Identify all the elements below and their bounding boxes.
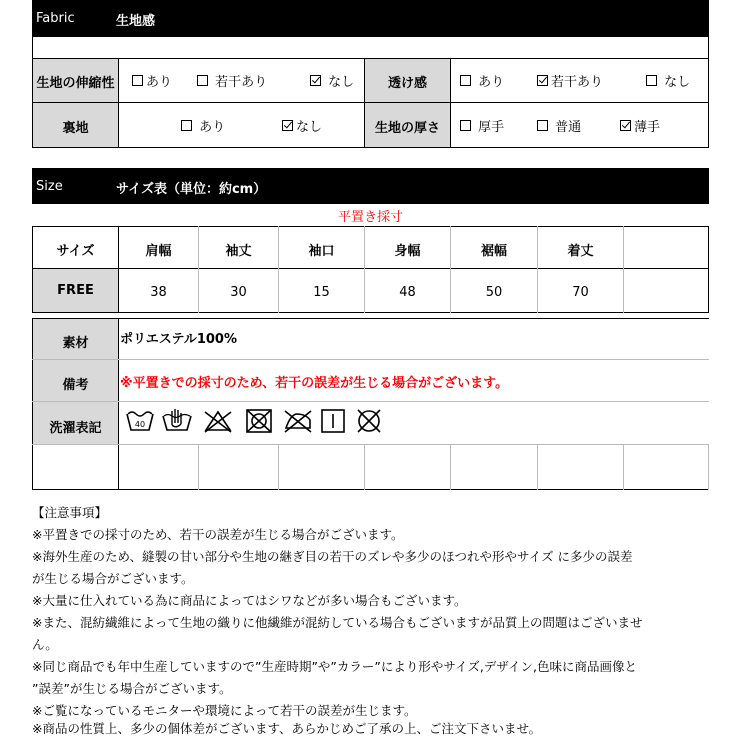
lining-label: 裏地 (62, 121, 89, 136)
note-line: ※商品の性質上、多少の個体差がございます、あらかじめご了承の上、ご注文下さいませ。 (32, 721, 542, 736)
no-dry-clean-icon (354, 408, 384, 434)
no-bleach-icon (202, 408, 234, 434)
measure-method: 平置き採寸 (337, 210, 403, 225)
fabric-header (32, 0, 709, 37)
value-cuff: 15 (313, 285, 330, 300)
fabric-header-en: Fabric (36, 11, 75, 26)
row-size-free: FREE (57, 283, 94, 298)
checked-checkbox-icon[interactable] (282, 120, 293, 131)
col-header-shoulder: 肩幅 (145, 244, 172, 259)
checked-checkbox-icon[interactable] (537, 75, 548, 86)
col-header-sleeve: 袖丈 (225, 244, 252, 259)
thickness-option[interactable]: 薄手 (620, 116, 660, 135)
col-header-hem: 裾幅 (480, 244, 507, 259)
note-line: が生じる場合がございます。 (32, 571, 194, 586)
stretch-option[interactable]: なし (310, 71, 354, 90)
note-line: ※同じ商品でも年中生産していますので”生産時期”や”カラー”により形やサイズ,デザイン,色味に商品画像と (32, 659, 637, 674)
svg-text:40: 40 (134, 420, 146, 429)
checked-checkbox-icon[interactable] (620, 120, 631, 131)
size-header (32, 168, 709, 204)
value-hem: 50 (485, 285, 503, 300)
thickness-option[interactable]: 厚手 (460, 116, 504, 135)
col-header-cuff: 袖口 (308, 244, 335, 259)
wash-40-icon (125, 408, 155, 434)
note-line: ”誤差”が生じる場合がございます。 (32, 681, 232, 696)
sheer-option[interactable]: なし (646, 71, 690, 90)
thickness-label: 生地の厚さ (374, 121, 440, 136)
fabric-header-jp: 生地感 (116, 14, 156, 29)
col-header-width: 身幅 (394, 244, 421, 259)
value-sleeve: 30 (230, 285, 247, 300)
sheer-label: 透け感 (387, 76, 427, 91)
checkbox-icon[interactable] (537, 120, 548, 131)
checkbox-icon[interactable] (460, 75, 471, 86)
note-line: ※ご覧になっているモニターや環境によって若干の誤差が生じます。 (32, 703, 417, 718)
checked-checkbox-icon[interactable] (310, 75, 321, 86)
stretch-option[interactable]: あり (132, 71, 172, 90)
checkbox-icon[interactable] (646, 75, 657, 86)
remarks-value: ※平置きでの採寸のため、若干の誤差が生じる場合がございます。 (120, 376, 509, 391)
line-dry-icon (320, 408, 346, 434)
no-tumble-dry-icon (244, 408, 274, 434)
material-value: ポリエステル100% (120, 332, 237, 347)
stretch-option[interactable]: 若干あり (197, 71, 267, 90)
thickness-option[interactable]: 普通 (537, 116, 581, 135)
sheer-option[interactable]: 若干あり (537, 71, 603, 90)
no-iron-icon (282, 408, 314, 434)
sheer-option[interactable]: あり (460, 71, 504, 90)
checkbox-icon[interactable] (197, 75, 208, 86)
checkbox-icon[interactable] (132, 75, 143, 86)
size-header-en: Size (36, 179, 63, 194)
care-label: 洗濯表記 (49, 421, 102, 436)
note-line: ※また、混紡繊維によって生地の織りに他繊維が混紡している場合もございますが品質上の問題はございませ (32, 615, 643, 630)
value-length: 70 (572, 285, 589, 300)
lining-option[interactable]: あり (181, 116, 225, 135)
stretch-label: 生地の伸縮性 (36, 76, 115, 91)
notes-title: 【注意事項】 (32, 505, 108, 520)
material-label: 素材 (62, 336, 89, 351)
checkbox-icon[interactable] (181, 120, 192, 131)
value-shoulder: 38 (150, 285, 167, 300)
value-width: 48 (399, 285, 416, 300)
col-header-size: サイズ (56, 244, 95, 259)
remarks-label: 備考 (62, 378, 89, 393)
lining-option[interactable]: なし (282, 116, 322, 135)
col-header-length: 着丈 (567, 244, 594, 259)
size-header-jp: サイズ表（単位：約cm） (116, 182, 267, 197)
note-line: ※海外生産のため、縫製の甘い部分や生地の継ぎ目の若干のズレや多少のほつれや形やサイズ に多少の誤差 (32, 549, 633, 564)
note-line: ん。 (32, 637, 58, 652)
hand-wash-icon (161, 408, 193, 434)
note-line: ※平置きでの採寸のため、若干の誤差が生じる場合がございます。 (32, 527, 404, 542)
note-line: ※大量に仕入れている為に商品によってはシワなどが多い場合もございます。 (32, 593, 467, 608)
checkbox-icon[interactable] (460, 120, 471, 131)
